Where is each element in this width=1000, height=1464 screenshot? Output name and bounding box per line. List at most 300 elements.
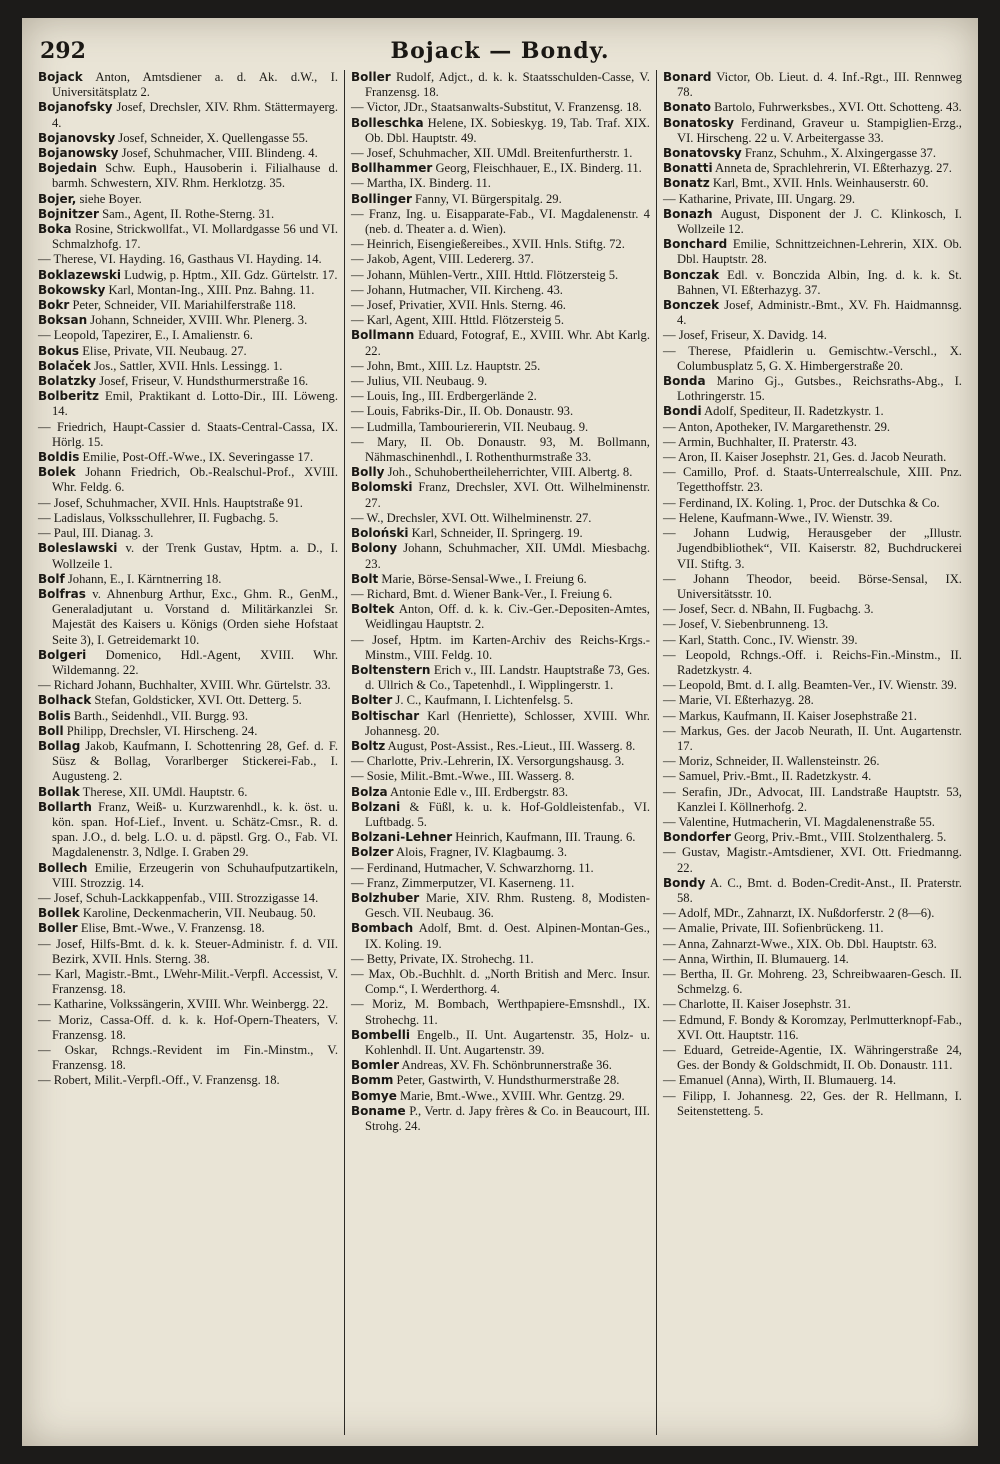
directory-entry [351,1028,650,1058]
directory-entry [663,754,962,769]
entry-details: — Josef, V. Siebenbrunneng. 13. [662,617,829,632]
entry-details: — Josef, Privatier, XVII. Hnls. Sterng. 46. [350,298,566,313]
directory-entry [663,830,962,845]
directory-entry [38,541,338,571]
entry-details: Fanny, VI. Bürgerspitalg. 29. [411,191,562,206]
entry-surname: Bomler [350,1058,400,1073]
entry-surname: Bojedain [38,161,97,176]
directory-entry [663,845,962,875]
directory-entry [663,785,962,815]
directory-entry [351,572,650,587]
entry-surname: Bokr [38,298,70,313]
entry-details: — Moriz, Cassa-Off. d. k. k. Hof-Opern-Theaters, V. Franzensg. 18. [38,1012,338,1042]
entry-details: Karl, Bmt., XVII. Hnls. Weinhauserstr. 60. [709,176,929,191]
entry-details: Anton, Amtsdiener a. d. Ak. d.W., I. Universitätsplatz 2. [52,70,338,100]
entry-surname: Boklazewski [38,267,122,282]
directory-entry [38,283,338,298]
entry-surname: Bonatz [662,176,710,191]
entry-details: v. Ahnenburg Arthur, Exc., Ghm. R., GenM., Generaladjutant u. Vorstand d. Militärkanzlei Sr. Majestät des Kaisers u. Königs (Orden siehe Hofstaat Seite 3), I. Getreidemarkt 10. [52,586,338,647]
entry-details: — Karl, Magistr.-Bmt., LWehr-Milit.-Verpfl. Accessist, V. Franzensg. 18. [38,966,338,997]
directory-entry [663,420,962,435]
directory-entry [351,709,650,739]
directory-entry [663,602,962,617]
directory-entry [351,268,650,283]
entry-surname: Bolomski [350,480,413,495]
directory-entry [351,526,650,541]
directory-entry [351,465,650,480]
entry-surname: Bollag [38,738,81,753]
entry-details: — Josef, Hptm. im Karten-Archiv des Reichs-Krgs.-Minstm., VIII. Feldg. 10. [350,632,650,662]
directory-entry [351,1073,650,1088]
entry-surname: Boller [350,70,391,84]
entry-columns [32,70,968,1435]
directory-entry [38,1073,338,1088]
entry-details: Marino Gj., Gutsbes., Reichsraths-Abg., I. Lothringerstr. 15. [676,374,962,404]
entry-surname: Bokowsky [38,282,106,297]
entry-surname: Bonczek [662,298,720,313]
entry-details: — Serafin, JDr., Advocat, III. Landstraße Hauptstr. 53, Kanzlei I. Köllnerhofg. 2. [662,784,962,814]
entry-details: — Adolf, MDr., Zahnarzt, IX. Nußdorferstr. 2 (8—6). [662,906,935,921]
directory-entry [663,1013,962,1043]
entry-surname: Boksan [38,313,88,328]
entry-details: — Franz, Ing. u. Eisapparate-Fab., VI. Magdalenenstr. 4 (neb. d. Theater a. d. Wien). [350,206,650,237]
entry-details: Elise, Bmt.-Wwe., V. Franzensg. 18. [77,921,265,936]
entry-details: — Gustav, Magistr.-Amtsdiener, XVI. Ott. Friedmanng. 22. [662,845,962,875]
entry-surname: Boller [38,921,78,936]
entry-details: Schw. Euph., Hausoberin i. Filialhause d. barmh. Schwestern, XIV. Rhm. Herklotzg. 35. [52,161,338,191]
directory-entry [663,617,962,632]
directory-entry [38,252,338,267]
entry-details: — Eduard, Getreide-Agentie, IX. Währingerstraße 24, Ges. der Bondy & Goldschmidt, II. Ob. Donaustr. 111. [662,1043,962,1073]
directory-entry [38,526,338,541]
entry-surname: Bolzani [350,799,401,814]
column-middle [344,70,656,1435]
entry-surname: Bonatti [662,161,713,176]
entry-details: — Charlotte, II. Kaiser Josephstr. 31. [662,997,851,1012]
entry-surname: Bomm [350,1073,394,1088]
entry-details: — Robert, Milit.-Verpfl.-Off., V. Franzensg. 18. [38,1073,280,1088]
entry-details: August, Post-Assist., Res.-Lieut., III. Wasserg. 8. [385,738,636,753]
entry-surname: Bollinger [350,191,412,206]
entry-details: Johann, Schuhmacher, XII. UMdl. Miesbachg. 23. [364,541,650,571]
entry-details: — Therese, VI. Hayding. 16, Gasthaus VI. Hayding. 14. [38,252,322,267]
entry-details: — Johann Ludwig, Herausgeber der „Illustr. Jugendbibliothek“, VII. Kaiserstr. 82, Buchdruckerei VII. Stiftg. 3. [662,526,962,571]
directory-page [22,18,978,1446]
entry-details: — Ludmilla, Tambouriererin, VII. Neubaug. 9. [350,419,589,434]
directory-entry [351,785,650,800]
entry-surname: Bolt [350,571,379,586]
entry-details: — Josef, Schuhmacher, XII. UMdl. Breitenfurtherstr. 1. [350,146,633,161]
directory-entry [351,830,650,845]
directory-entry [38,724,338,739]
entry-details: — Karl, Statth. Conc., IV. Wienstr. 39. [662,632,858,647]
directory-entry [351,861,650,876]
entry-surname: Bonazh [662,206,713,221]
entry-surname: Bolly [350,465,385,480]
directory-entry [351,237,650,252]
entry-details: — Katharine, Private, III. Ungarg. 29. [662,191,856,206]
entry-details: — Franz, Zimmerputzer, VI. Kaserneng. 11. [350,875,575,890]
entry-surname: Boltz [350,738,386,753]
directory-entry [663,237,962,267]
entry-details: — Johann, Hutmacher, VII. Kircheng. 43. [350,282,563,297]
directory-entry [351,891,650,921]
entry-details: — Leopold, Rchngs.-Off. i. Reichs-Fin.-Minstm., II. Radetzkystr. 4. [662,647,962,677]
entry-details: Bartolo, Fuhrwerksbes., XVI. Ott. Schotteng. 43. [710,100,962,115]
entry-surname: Bolfras [38,586,86,601]
directory-entry [38,709,338,724]
column-left [32,70,344,1435]
directory-entry [663,100,962,115]
running-head: Bojack — Bondy. [390,38,610,64]
entry-surname: Boleslawski [38,541,118,556]
directory-entry [351,359,650,374]
directory-entry [351,389,650,404]
directory-entry [663,404,962,419]
directory-entry [351,769,650,784]
directory-entry [663,648,962,678]
entry-details: — Josef, Schuhmacher, XVII. Hnls. Hauptstraße 91. [38,495,303,510]
entry-details: Georg, Fleischhauer, E., IX. Binderg. 11. [432,161,642,176]
entry-details: — Josef, Schuh-Lackkappenfab., VIII. Strozzigasse 14. [38,890,319,905]
entry-details: — Mary, II. Ob. Donaustr. 93, M. Bollmann, Nähmaschinenhdl., I. Rothenthurmstraße 33. [350,434,650,465]
directory-entry [351,298,650,313]
directory-entry [351,800,650,830]
entry-details: Antonie Edle v., III. Erdbergstr. 83. [387,784,569,799]
entry-details: & Füßl, k. u. k. Hof-Goldleistenfab., VI. Luftbadg. 5. [364,799,650,829]
entry-details: Rudolf, Adjct., d. k. k. Staatsschulden-Casse, V. Franzensg. 18. [364,70,650,100]
entry-surname: Bonard [662,70,712,84]
entry-surname: Bonatosky [662,115,734,130]
directory-entry [663,496,962,511]
entry-surname: Bomye [350,1088,397,1103]
directory-entry [351,754,650,769]
directory-entry [38,420,338,450]
entry-details: Engelb., II. Unt. Augartenstr. 35, Holz- u. Kohlenhdl. II. Unt. Augartenstr. 39. [364,1027,650,1057]
entry-surname: Bolter [350,693,393,708]
entry-details: P., Vertr. d. Japy frères & Co. in Beaucourt, III. Strohg. 24. [364,1103,650,1134]
directory-entry [38,937,338,967]
entry-details: — Markus, Kaufmann, II. Kaiser Josephstraße 21. [662,708,917,723]
entry-details: — Filipp, I. Johannesg. 22, Ges. der R. Hellmann, I. Seitenstetteng. 5. [662,1088,962,1118]
entry-surname: Bollak [38,784,80,799]
entry-details: — Karl, Agent, XIII. Httld. Flötzersteig 5. [350,313,564,328]
entry-details: Anneta de, Sprachlehrerin, VI. Eßterhazyg. 27. [712,161,952,176]
column-right [656,70,968,1435]
directory-entry [38,192,338,207]
directory-entry [38,131,338,146]
entry-surname: Bombelli [350,1027,410,1042]
directory-entry [38,496,338,511]
directory-entry [663,1043,962,1073]
entry-details: Edl. v. Bonczida Albin, Ing. d. k. k. St. Bahnen, VI. Eßterhazyg. 37. [676,267,962,297]
entry-surname: Bolzhuber [350,890,420,905]
entry-surname: Boltek [350,602,395,617]
directory-entry [38,146,338,161]
directory-entry [38,374,338,389]
directory-entry [663,192,962,207]
entry-details: — Samuel, Priv.-Bmt., II. Radetzkystr. 4. [662,769,872,784]
directory-entry [38,344,338,359]
entry-details: — Anton, Apotheker, IV. Margarethenstr. 29. [662,419,891,434]
entry-details: Marie, Bmt.-Wwe., XVIII. Whr. Gentzg. 29. [396,1088,625,1103]
entry-details: Peter, Gastwirth, V. Hundsthurmerstraße 28. [393,1073,620,1088]
entry-details: Emil, Praktikant d. Lotto-Dir., III. Löweng. 14. [52,389,338,419]
entry-details: — Jakob, Agent, VIII. Ledererg. 37. [350,252,534,267]
entry-details: — Josef, Secr. d. NBahn, II. Fugbachg. 3. [662,602,874,617]
entry-details: Josef, Friseur, V. Hundsthurmerstraße 16. [96,374,309,389]
entry-details: Karl, Montan-Ing., XIII. Pnz. Bahng. 11. [105,282,315,297]
entry-details: — Amalie, Private, III. Sofienbrückeng. 11. [662,921,884,936]
entry-surname: Boltenstern [350,662,431,677]
directory-entry [38,511,338,526]
directory-entry [351,693,650,708]
entry-surname: Bombach [350,921,414,936]
entry-details: — Victor, JDr., Staatsanwalts-Substitut, V. Franzensg. 18. [350,100,642,115]
entry-details: — Anna, Wirthin, II. Blumauerg. 14. [662,951,849,966]
entry-details: Franz, Weiß- u. Kurzwarenhdl., k. k. öst. u. kön. span. Hof-Lief., Invent. u. Schätz-Cmsr., R. d. span. J.O., d. belg. L.O. u. d. päpstl. Grg. O., Fab. VI. Magdalenenstr. 3, Ndlge. I. Graben 29. [52,799,338,860]
entry-details: Anton, Off. d. k. k. Civ.-Ger.-Depositen-Amtes, Weidlingau Hauptstr. 2. [364,602,650,632]
entry-surname: Bokus [38,343,80,358]
entry-details: — Therese, Pfaidlerin u. Gemischtw.-Verschl., X. Columbusplatz 5, G. X. Himbergerstraße 20. [662,343,962,373]
entry-surname: Bolek [38,465,76,480]
entry-details: Helene, IX. Sobieskyg. 19, Tab. Traf. XIX. Ob. Dbl. Hauptstr. 49. [364,115,650,145]
entry-details: Karoline, Deckenmacherin, VII. Neubaug. 50. [79,906,316,921]
entry-details: — Louis, Fabriks-Dir., II. Ob. Donaustr. 93. [350,404,574,419]
directory-entry [38,359,338,374]
entry-surname: Bojer, [38,191,77,206]
directory-entry [663,374,962,404]
directory-entry [38,572,338,587]
entry-surname: Bollhammer [350,161,433,176]
entry-details: Joh., Schuhobertheileherrichter, VIII. Albertg. 8. [384,465,633,480]
directory-entry [351,967,650,997]
entry-surname: Bonchard [662,237,728,252]
directory-entry [663,328,962,343]
directory-entry [351,602,650,632]
entry-details: August, Disponent der J. C. Klinkosch, I. Wollzeile 12. [676,206,962,237]
directory-entry [38,967,338,997]
directory-entry [351,328,650,358]
directory-entry [38,800,338,861]
entry-details: — Julius, VII. Neubaug. 9. [350,374,488,389]
directory-entry [663,876,962,906]
entry-details: — Moriz, Schneider, II. Wallensteinstr. 26. [662,754,880,769]
entry-details: Victor, Ob. Lieut. d. 4. Inf.-Rgt., III. Rennweg 78. [676,70,962,100]
directory-entry [663,268,962,298]
entry-details: — Richard, Bmt. d. Wiener Bank-Ver., I. Freiung 6. [350,586,613,601]
entry-details: — Louis, Ing., III. Erdbergerlände 2. [350,389,537,404]
directory-entry [38,100,338,130]
directory-entry [38,1043,338,1073]
directory-entry [38,328,338,343]
directory-entry [351,1058,650,1073]
directory-entry [351,997,650,1027]
entry-surname: Bolatzky [38,374,97,389]
directory-entry [351,146,650,161]
directory-entry [38,587,338,648]
directory-entry [663,906,962,921]
entry-details: siehe Boyer. [76,191,142,206]
directory-entry [663,146,962,161]
entry-details: Stefan, Goldsticker, XVI. Ott. Detterg. 5. [91,693,302,708]
directory-entry [38,648,338,678]
entry-details: — Josef, Friseur, X. Davidg. 14. [662,328,827,343]
directory-entry [38,389,338,419]
entry-details: Alois, Fragner, IV. Klagbaumg. 3. [393,845,567,860]
entry-details: — Charlotte, Priv.-Lehrerin, IX. Versorgungshausg. 3. [350,754,625,769]
entry-details: Emilie, Post-Off.-Wwe., IX. Severingasse 17. [79,450,314,465]
entry-details: Emilie, Erzeugerin von Schuhaufputzartikeln, VIII. Strozzig. 14. [52,860,338,890]
entry-details: — Josef, Hilfs-Bmt. d. k. k. Steuer-Administr. f. d. VII. Bezirk, XVII. Hnls. Sterng. 38. [38,936,338,966]
directory-entry [38,207,338,222]
directory-entry [663,207,962,237]
directory-entry [351,663,650,693]
entry-details: Domenico, Hdl.-Agent, XVIII. Whr. Wildemanng. 22. [52,647,338,677]
entry-details: — Richard Johann, Buchhalter, XVIII. Whr. Gürtelstr. 33. [38,678,331,693]
directory-entry [38,678,338,693]
directory-entry [351,739,650,754]
entry-surname: Bolaček [38,358,91,373]
entry-details: Adolf, Bmt. d. Oest. Alpinen-Montan-Ges., IX. Koling. 19. [364,921,650,951]
directory-entry [663,116,962,146]
directory-entry [663,465,962,495]
directory-entry [351,952,650,967]
directory-entry [38,222,338,252]
directory-entry [351,1089,650,1104]
directory-entry [663,937,962,952]
entry-details: — Ferdinand, IX. Koling. 1, Proc. der Dutschka & Co. [662,495,940,510]
entry-details: — Emanuel (Anna), Wirth, II. Blumauerg. 14. [662,1073,896,1088]
entry-surname: Bollmann [350,328,415,343]
directory-entry [351,420,650,435]
directory-entry [38,891,338,906]
entry-details: — Markus, Ges. der Jacob Neurath, II. Unt. Augartenstr. 17. [662,723,962,753]
directory-entry [663,1073,962,1088]
entry-details: — Friedrich, Haupt-Cassier d. Staats-Central-Cassa, IX. Hörlg. 15. [38,419,338,449]
directory-entry [351,116,650,146]
entry-details: Jakob, Kaufmann, I. Schottenring 28, Gef. d. F. Süsz & Bollag, Vorarlberger Stickerei-Fab., I. Augusteng. 2. [52,738,338,784]
directory-entry [351,192,650,207]
directory-entry [351,161,650,176]
directory-entry [351,845,650,860]
entry-details: Johann, E., I. Kärntnerring 18. [64,571,222,586]
directory-entry [38,906,338,921]
directory-entry [351,70,650,100]
directory-entry [663,921,962,936]
entry-details: — Valentine, Hutmacherin, VI. Magdalenenstraße 55. [662,814,935,829]
directory-entry [351,374,650,389]
entry-details: — Marie, VI. Eßterhazyg. 28. [662,693,814,708]
directory-entry [663,967,962,997]
entry-details: — Johann, Mühlen-Vertr., XIII. Httld. Flötzersteig 5. [350,267,619,282]
entry-details: — Aron, II. Kaiser Josephstr. 21, Ges. d. Jacob Neurath. [662,450,947,465]
directory-entry [351,587,650,602]
entry-details: Erich v., III. Landstr. Hauptstraße 73, Ges. d. Ullrich & Co., Tapetenhdl., I. Wipplingerstr. 1. [364,662,650,693]
directory-entry [663,161,962,176]
entry-surname: Bonatovsky [662,146,742,161]
entry-surname: Bolzer [350,845,394,860]
entry-details: Rosine, Strickwollfat., VI. Mollardgasse 56 und VI. Schmalzhofg. 17. [52,222,338,252]
entry-surname: Boname [350,1103,406,1118]
directory-entry [38,70,338,100]
directory-entry [38,997,338,1012]
directory-entry [663,450,962,465]
directory-entry [38,693,338,708]
entry-details: Karl, Schneider, II. Springerg. 19. [408,526,583,541]
entry-details: Barth., Seidenhdl., VII. Burgg. 93. [70,708,249,723]
entry-details: — John, Bmt., XIII. Lz. Hauptstr. 25. [350,358,541,373]
entry-surname: Bojack [38,70,83,84]
entry-details: v. der Trenk Gustav, Hptm. a. D., I. Wollzeile 1. [52,541,338,571]
directory-entry [663,769,962,784]
directory-entry [38,861,338,891]
directory-entry [663,678,962,693]
directory-entry [351,252,650,267]
directory-entry [663,633,962,648]
entry-details: — Ferdinand, Hutmacher, V. Schwarzhorng. 11. [350,860,594,875]
directory-entry [663,435,962,450]
entry-surname: Boltischar [350,708,420,723]
entry-surname: Bondy [662,875,706,890]
entry-details: Jos., Sattler, XVII. Hnls. Lessingg. 1. [90,358,283,373]
entry-surname: Bonda [662,374,706,389]
entry-details: — W., Drechsler, XVI. Ott. Wilhelminenstr. 27. [350,510,592,525]
entry-details: — Leopold, Bmt. d. I. allg. Beamten-Ver., IV. Wienstr. 39. [662,678,957,693]
directory-entry [351,207,650,237]
directory-entry [663,70,962,100]
entry-surname: Bojanofsky [38,100,113,115]
entry-details: Adolf, Spediteur, II. Radetzkystr. 1. [701,404,884,419]
entry-details: — Oskar, Rchngs.-Revident im Fin.-Minstm., V. Franzensg. 18. [38,1043,338,1073]
entry-details: Peter, Schneider, VII. Mariahilferstraße 118. [69,298,296,313]
directory-entry [663,724,962,754]
directory-entry [38,739,338,785]
directory-entry [351,404,650,419]
directory-entry [38,450,338,465]
entry-surname: Boldis [38,450,80,465]
entry-details: Georg, Priv.-Bmt., VIII. Stolzenthalerg. 5. [730,830,947,845]
entry-surname: Bolza [350,784,388,799]
entry-details: Heinrich, Kaufmann, III. Traung. 6. [452,830,636,845]
directory-entry [38,785,338,800]
entry-surname: Bolhack [38,693,92,708]
entry-details: Therese, XII. UMdl. Hauptstr. 6. [79,784,248,799]
entry-details: Karl (Henriette), Schlosser, XVIII. Whr. Johannesg. 20. [364,708,650,738]
entry-surname: Bonczak [662,267,720,282]
directory-entry [38,1013,338,1043]
directory-entry [351,283,650,298]
directory-entry [351,633,650,663]
entry-details: Josef, Administr.-Bmt., XV. Fh. Haidmannsg. 4. [676,298,962,328]
entry-surname: Bojnitzer [38,206,99,221]
entry-surname: Bondi [662,404,702,419]
page-header [32,38,968,68]
directory-entry [663,572,962,602]
entry-details: — Max, Ob.-Buchhlt. d. „North British and Merc. Insur. Comp.“, I. Werderthorg. 4. [350,966,650,997]
directory-entry [663,511,962,526]
entry-details: A. C., Bmt. d. Boden-Credit-Anst., II. Praterstr. 58. [676,875,962,905]
directory-entry [38,921,338,936]
entry-details: Emilie, Schnittzeichnen-Lehrerin, XIX. Ob. Dbl. Hauptstr. 28. [676,237,962,267]
entry-surname: Bollek [38,906,80,921]
entry-surname: Bonato [662,100,711,115]
entry-details: — Johann Theodor, beeid. Börse-Sensal, IX. Universitätsstr. 10. [662,571,962,601]
entry-details: — Bertha, II. Gr. Mohreng. 23, Schreibwaaren-Gesch. II. Schmelzg. 6. [662,966,962,997]
directory-entry [663,298,962,328]
directory-entry [38,465,338,495]
entry-surname: Bojanovsky [38,130,116,145]
